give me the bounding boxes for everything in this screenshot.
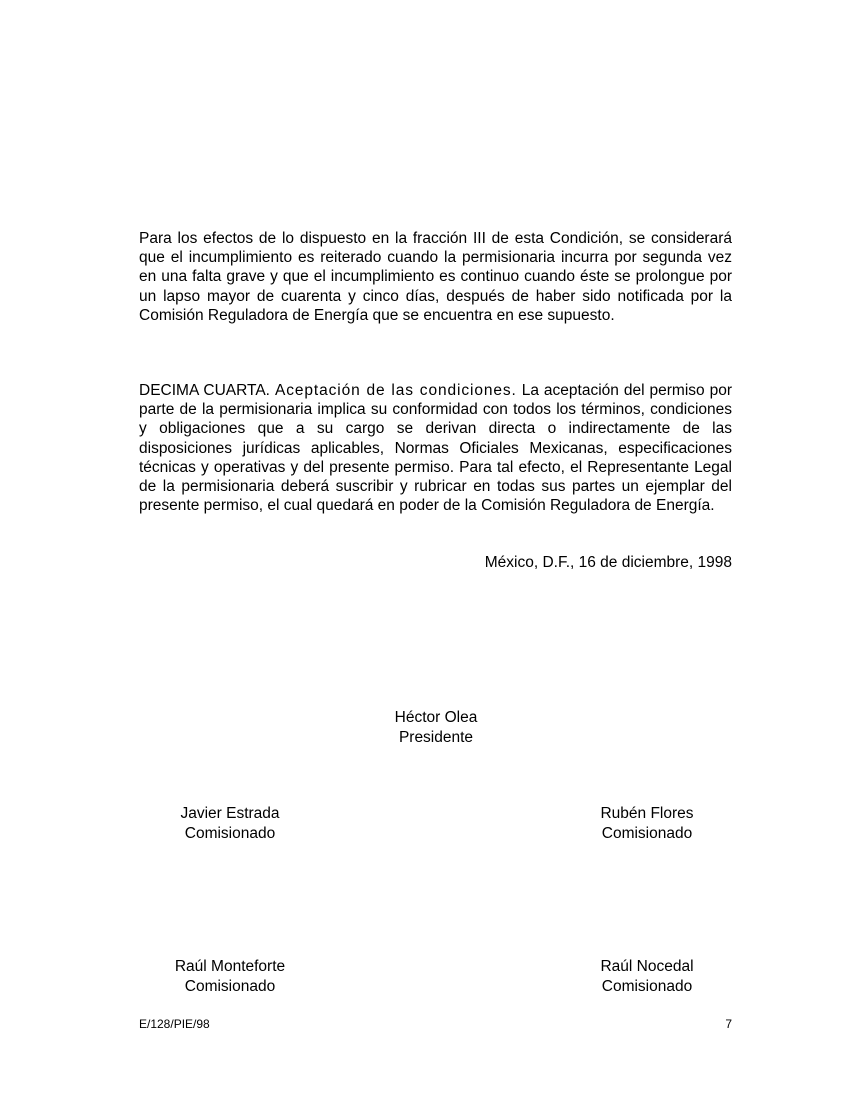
page-number: 7 (725, 1017, 732, 1031)
clause-body: La aceptación del permiso por parte de la permisionaria implica su conformidad con todos los términos, condiciones y obligaciones que a su cargo se derivan directa o indirectamente de las disposiciones jurídicas aplicables, Normas Oficiales Mexicanas, especificaciones técnicas y operativas y del presente permiso. Para tal efecto, el Representante Legal de la permisionaria deberá suscribir y rubricar en todas sus partes un ejemplar del presente permiso, el cual quedará en poder de la Comisión Reguladora de Energía. (139, 382, 732, 515)
signatory-title: Presidente (398, 728, 474, 746)
signature-block-right-2 (547, 957, 747, 996)
signature-block-left-1 (130, 804, 330, 843)
paragraph-decima-cuarta (139, 381, 732, 515)
signatory-title: Comisionado (184, 977, 276, 995)
date-line: México, D.F., 16 de diciembre, 1998 (484, 554, 732, 571)
signatory-name: Rubén Flores (600, 805, 694, 822)
signature-block-right-1 (547, 804, 747, 843)
signatory-name: Raúl Monteforte (174, 958, 286, 975)
signature-block-president (336, 708, 536, 747)
signatory-name: Javier Estrada (180, 805, 280, 822)
document-reference: E/128/PIE/98 (139, 1017, 210, 1031)
signature-block-left-2 (130, 957, 330, 996)
clause-subheading: Aceptación de las condiciones. (274, 382, 517, 399)
paragraph-sanctions-recurrence: Para los efectos de lo dispuesto en la fracción III de esta Condición, se considerará que el incumplimiento es reiterado cuando la permisionaria incurra por segunda vez en una falta grave y que el incumplimiento es continuo cuando éste se prolongue por un lapso mayor de cuarenta y cinco días, después de haber sido notificada por la Comisión Reguladora de Energía que se encuentra en ese supuesto. (139, 230, 732, 324)
signatory-title: Comisionado (184, 824, 276, 842)
clause-heading: DECIMA CUARTA. (139, 382, 270, 399)
signatory-title: Comisionado (601, 824, 693, 842)
signatory-title: Comisionado (601, 977, 693, 995)
signatory-name: Héctor Olea (394, 709, 478, 726)
signatory-name: Raúl Nocedal (600, 958, 694, 975)
